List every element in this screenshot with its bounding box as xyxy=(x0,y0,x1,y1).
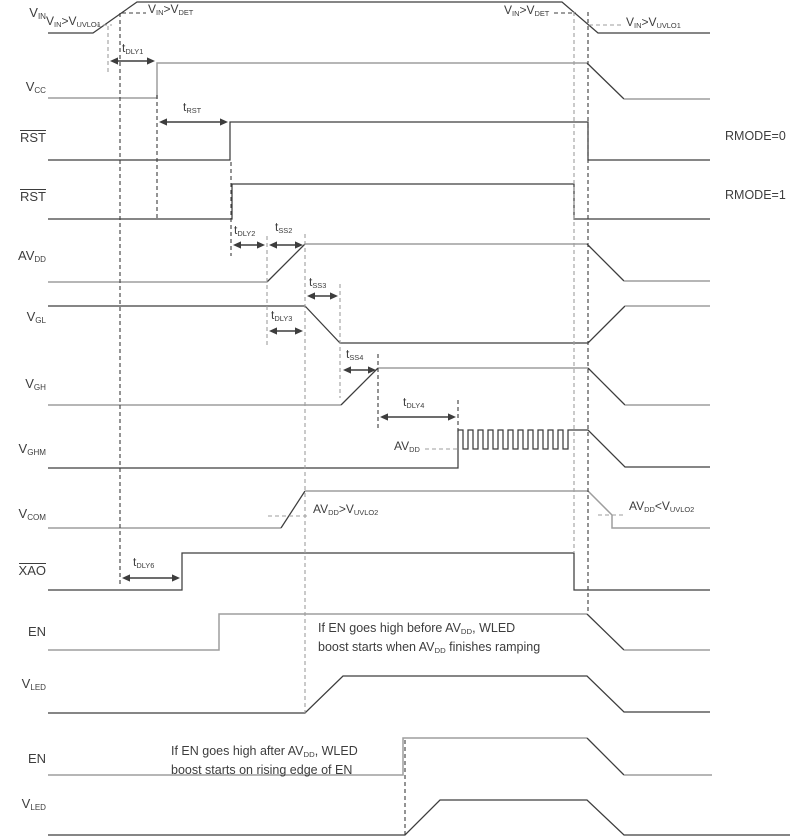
annotation-vin-gt-vdet-shutdown: $V_{IN}>V_{DET}$ xyxy=(504,3,550,18)
arrow-tss4 xyxy=(343,366,376,373)
waveform-avdd-fall xyxy=(587,244,624,281)
signal-label-rst-rmode1: RST xyxy=(20,189,46,204)
arrow-tss3 xyxy=(307,292,338,299)
note-line: boost starts on rising edge of EN xyxy=(171,762,353,777)
timing-label-tdly6: $t_{DLY6}$ xyxy=(133,555,155,570)
annotation-avdd-gt-vuvlo2: $AV_{DD}>V_{UVLO2}$ xyxy=(313,502,379,517)
signal-label-vled-2: $V_{LED}$ xyxy=(21,796,46,812)
arrow-tss2 xyxy=(269,241,303,248)
waveform-vghm xyxy=(48,430,710,468)
signal-label-en-1: EN xyxy=(27,624,46,639)
waveform-vled2 xyxy=(48,800,790,835)
arrow-tdly2 xyxy=(233,241,265,248)
waveform-vcc-fall xyxy=(587,63,624,99)
timing-label-tdly1: $t_{DLY1}$ xyxy=(122,41,144,56)
waveform-en2-fall xyxy=(587,738,624,775)
timing-label-trst: $t_{RST}$ xyxy=(183,100,202,115)
annotation-vin-gt-vuvlo1-startup: $V_{IN}>V_{UVLO1}$ xyxy=(46,14,101,29)
note-line: If EN goes high before $AV_{DD}$, WLED xyxy=(318,621,516,636)
arrow-tdly3 xyxy=(269,327,303,334)
note-line: If EN goes high after $AV_{DD}$, WLED xyxy=(171,744,358,759)
waveform-en1-fall xyxy=(587,614,624,650)
waveform-rst-rmode0 xyxy=(48,122,710,160)
note-line: boost starts when $AV_{DD}$ finishes ramping xyxy=(318,639,541,655)
note-en-before-avdd xyxy=(318,619,540,657)
waveform-vgh-rise xyxy=(341,368,378,405)
signal-label-avdd: $AV_{DD}$ xyxy=(17,248,46,264)
waveform-vgh-fall xyxy=(588,368,625,405)
rmode0-label: RMODE=0 xyxy=(725,129,786,143)
timing-label-tss2: $t_{SS2}$ xyxy=(275,220,293,235)
timing-label-tss4: $t_{SS4}$ xyxy=(346,347,364,362)
signal-label-vled-1: $V_{LED}$ xyxy=(21,676,46,692)
signal-label-en-2: EN xyxy=(27,751,46,766)
arrow-tdly4 xyxy=(380,413,456,420)
annotation-vin-gt-vuvlo1-shutdown: $V_{IN}>V_{UVLO1}$ xyxy=(626,15,681,30)
annotation-avdd-lt-vuvlo2: $AV_{DD}<V_{UVLO2}$ xyxy=(629,499,695,514)
signal-label-vin: $V_{IN}$ xyxy=(29,5,46,21)
signal-label-vcc: $V_{CC}$ xyxy=(25,79,46,95)
arrow-tdly6 xyxy=(122,574,180,581)
timing-label-tdly4: $t_{DLY4}$ xyxy=(403,395,425,410)
waveform-rst-rmode1 xyxy=(48,184,710,219)
rmode1-label: RMODE=1 xyxy=(725,188,786,202)
signal-label-vghm: $V_{GHM}$ xyxy=(18,441,46,457)
signal-label-xao: XAO xyxy=(18,563,46,578)
waveform-avdd-rise xyxy=(267,244,305,282)
signal-label-vgl: $V_{GL}$ xyxy=(26,309,46,325)
signal-label-vcom: $V_{COM}$ xyxy=(18,506,46,522)
signal-label-rst-rmode0: RST xyxy=(20,130,46,145)
arrow-tdly1 xyxy=(110,57,155,64)
waveform-vgl-main xyxy=(48,306,625,343)
timing-label-tss3: $t_{SS3}$ xyxy=(309,275,327,290)
waveform-vcom-rise xyxy=(281,491,305,528)
annotation-vin-gt-vdet-startup: $V_{IN}>V_{DET}$ xyxy=(148,2,194,17)
waveform-vled1 xyxy=(48,676,710,713)
timing-label-tdly2: $t_{DLY2}$ xyxy=(234,223,256,238)
arrow-trst xyxy=(159,118,228,125)
timing-label-tdly3: $t_{DLY3}$ xyxy=(271,308,293,323)
note-en-after-avdd xyxy=(171,742,358,780)
signal-label-vgh: $V_{GH}$ xyxy=(25,376,46,392)
annotation-avdd-level: $AV_{DD}$ xyxy=(394,439,420,454)
waveform-vcc-on xyxy=(48,63,587,98)
